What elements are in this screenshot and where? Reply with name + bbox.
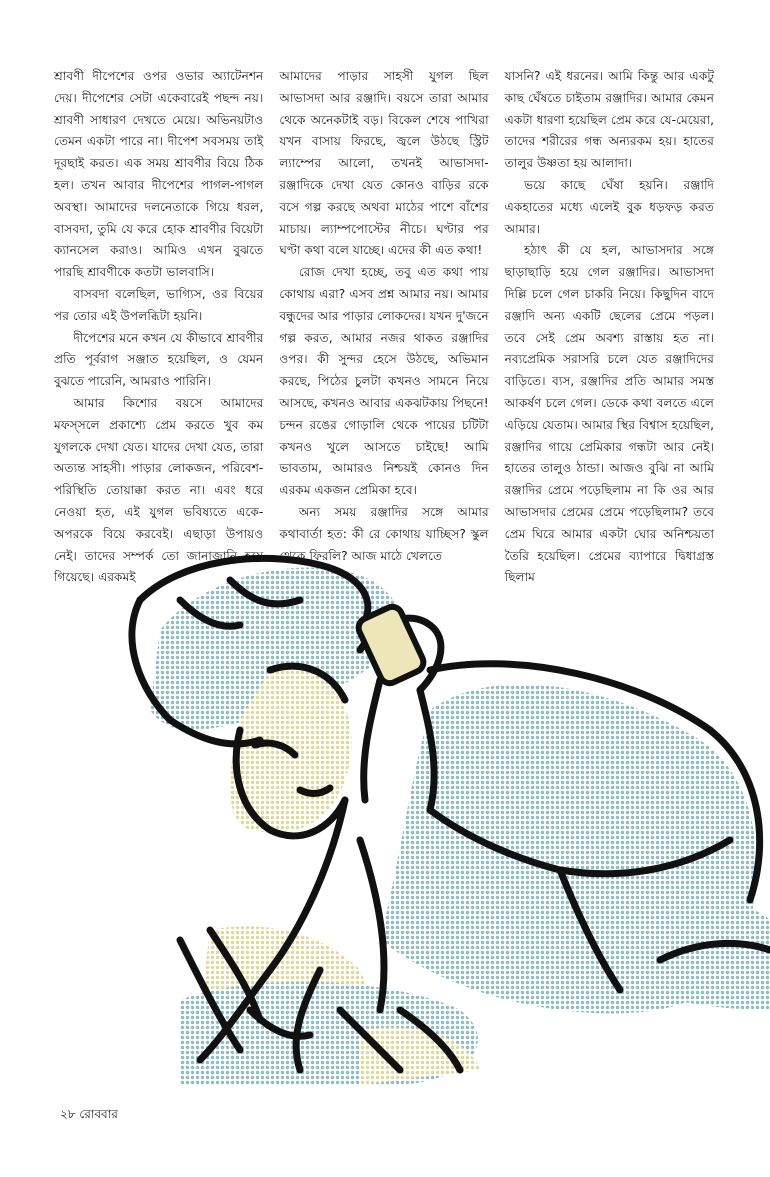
paragraph: রোজ দেখা হচ্ছে, তবু এত কথা পায় কোথায় এরা? এসব প্রশ্ন আমার নয়। আমার বন্ধুদের আর পাড়ার লোকদের। যখন দু'জনে গল্প করত, আমার নজর থাকত রঞ্জাদির ওপর। কী সুন্দর হেসে উঠছে, অভিমান করছে, পিঠের চুলটা কখনও সামনে নিয়ে আসছে, কখনও আবার একঝটকায় পিছনে! চন্দন রঙের গোড়ালি থেকে পায়ের চটিটা কখনও খুলে আসতে চাইছে! আমি ভাবতাম, আমারও নিশ্চয়ই কোনও দিন এরকম একজন প্রেমিকা হবে।	[279, 265, 489, 498]
article-column-2	[279, 66, 489, 563]
paragraph: হঠাৎ কী যে হল, আভাসদার সঙ্গে ছাড়াছাড়ি হয়ে গেল রঞ্জাদির। আভাসদা দিল্লি চলে গেল চাকরি নিয়ে। কিছুদিন বাদে রঞ্জাদি অন্য একটি ছেলের প্রেমে পড়ল। তবে সেই প্রেম অবশ্য রাস্তায় হত না। নব্যপ্রেমিক সরাসরি চলে যেত রঞ্জাদিদের বাড়িতে। ব্যস, রঞ্জাদির প্রতি আমার সমস্ত আকর্ষণ চলে গেল। ডেকে কথা বলতে এলে এড়িয়ে যেতাম। আমার স্থির বিশ্বাস হয়েছিল, রঞ্জাদির গায়ে প্রেমিকার গন্ধটা আর নেই। হাতের তালুও ঠান্ডা। আজও বুঝি না আমি রঞ্জাদির প্রেমে পড়েছিলাম না কি ওর আর আভাসদার প্রেমের প্রেমে পড়েছিলাম? তবে প্রেম ঘিরে আমার একটা ঘোর অনিশ্চয়তা তৈরি হয়েছিল। প্রেমের ব্যাপারে দ্বিধাগ্রস্ত ছিলাম	[504, 243, 714, 585]
page-folio: ২৮ রোববার	[60, 1107, 118, 1121]
paragraph: বাসবদা বলেছিল, ভাগ্যিস, ওর বিয়ের পর তোর এই উপলব্ধিটা হয়নি।	[54, 286, 264, 323]
paragraph: অন্য সময় রঞ্জাদির সঙ্গে আমার কথাবার্তা হত: কী রে কোথায় যাচ্ছিস? স্কুল থেকে ফিরলি? আজ মাঠে খেলতে	[279, 504, 489, 563]
paragraph: আমার কিশোর বয়সে আমাদের মফস্‌সলে প্রকাশ্যে প্রেম করতে খুব কম যুগলকে দেখা যেত। যাদের দেখা যেত, তারা অত্যন্ত সাহসী। পাড়ার লোকজন, পরিবেশ-পরিস্থিতি তোয়াক্কা করত না। এবং ধরে নেওয়া হত, এই যুগল ভবিষ্যতে একে-অপরকে বিয়ে করবেই। এছাড়া উপায়ও নেই। তাদের সম্পর্ক তো জানাজানি হয়ে গিয়েছে। এরকমই	[54, 395, 264, 585]
paragraph: দীপেশের মনে কখন যে কীভাবে শ্রাবণীর প্রতি পূর্বরাগ সঞ্জাত হয়েছিল, ও যেমন বুঝতে পারেনি, আমরাও পারিনি।	[54, 330, 264, 389]
paragraph: ভয়ে কাছে ঘেঁষা হয়নি। রঞ্জাদি একহাতের মধ্যে এলেই বুক ধড়ফড় করত আমার।	[504, 177, 714, 236]
paragraph: আমাদের পাড়ার সাহসী যুগল ছিল আভাসদা আর রঞ্জাদি। বয়সে তারা আমার থেকে অনেকটাই বড়। বিকেল শেষে পাখিরা যখন বাসায় ফিরছে, জ্বলে উঠছে স্ট্রিট ল্যাম্পের আলো, তখনই আভাসদা-রঞ্জাদিকে দেখা যেত কোনও বাড়ির রকে বসে গল্প করছে অথবা মাঠের পাশে বাঁশের মাচায়। ল্যাম্পপোস্টের নীচে। ঘণ্টার পর ঘণ্টা কথা বলে যাচ্ছে। এদের কী এত কথা!	[279, 69, 489, 258]
article-column-3	[504, 66, 714, 585]
article-columns	[54, 66, 714, 585]
paragraph: শ্রাবণী দীপেশের ওপর ওভার অ্যাটেনশন দেয়। দীপেশের সেটা একেবারেই পছন্দ নয়। শ্রাবণী সাধারণ দেখতে মেয়ে। অভিনয়টাও তেমন একটা পারে না। দীপেশ সবসময় তাই দূরছাই করত। এক সময় শ্রাবণীর বিয়ে ঠিক হল। তখন আবার দীপেশের পাগল-পাগল অবস্থা। আমাদের দলনেতাকে গিয়ে ধরল, বাসবদা, তুমি যে করে হোক শ্রাবণীর বিয়েটা ক্যানসেল করাও। আমিও এখন বুঝতে পারছি শ্রাবণীকে কতটা ভালবাসি।	[54, 69, 264, 280]
article-column-1	[54, 66, 264, 585]
paragraph: যাসনি? এই ধরনের। আমি কিন্তু আর একটু কাছ ঘেঁষতে চাইতাম রঞ্জাদির। আমার কেমন একটা ধারণা হয়েছিল প্রেম করে যে-মেয়েরা, তাদের শরীরের গন্ধ অন্যরকম হয়। হাতের তালুর উষ্ণতা হয় আলাদা।	[504, 69, 714, 171]
illustration-boy-on-phone	[0, 540, 770, 1100]
